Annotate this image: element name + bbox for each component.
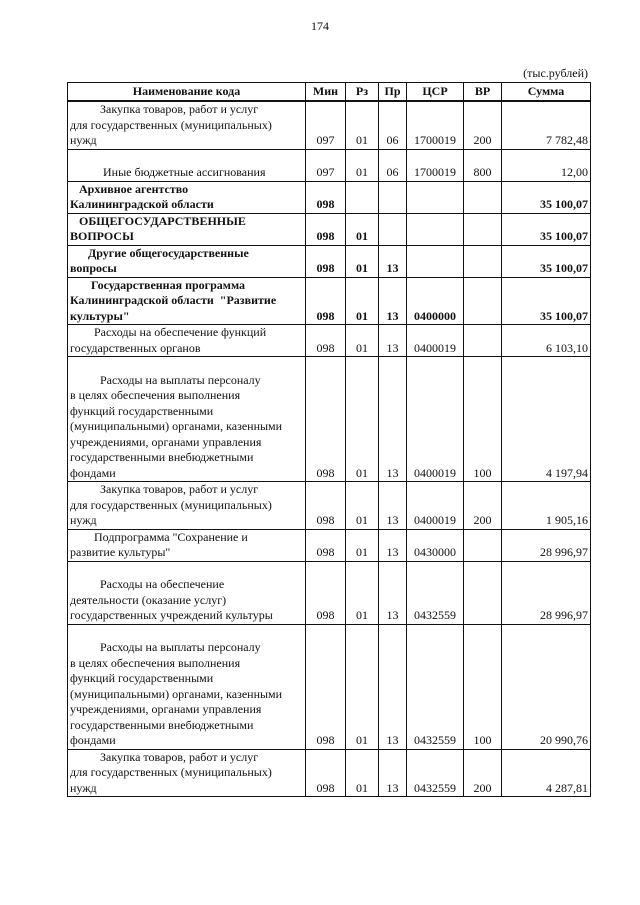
- cell-vr: [464, 277, 502, 325]
- cell-name: Подпрограмма "Сохранение и развитие культуры": [68, 529, 306, 561]
- cell-csr: 0432559: [407, 561, 464, 624]
- table-row: [68, 529, 591, 561]
- cell-csr: 1700019: [407, 149, 464, 181]
- cell-min: 098: [306, 245, 346, 277]
- cell-rz: 01: [346, 101, 379, 149]
- header-name: Наименование кода: [68, 83, 306, 102]
- page-number: 174: [311, 19, 329, 33]
- cell-rz: [346, 181, 379, 213]
- cell-name: ОБЩЕГОСУДАРСТВЕННЫЕ ВОПРОСЫ: [68, 213, 306, 245]
- cell-name: Расходы на выплаты персоналу в целях обеспечения выполнения функций государственными (муниципальными) органами, казенными учреждениями, органами управления государственными внебюджетными фондами: [68, 624, 306, 749]
- cell-min: 098: [306, 529, 346, 561]
- cell-name: Расходы на выплаты персоналу в целях обеспечения выполнения функций государственными (муниципальными) органами, казенными учреждениями, органами управления государственными внебюджетными фондами: [68, 357, 306, 482]
- header-min: Мин: [306, 83, 346, 102]
- cell-name: Закупка товаров, работ и услуг для государственных (муниципальных) нужд: [68, 749, 306, 797]
- cell-min: 097: [306, 149, 346, 181]
- cell-pr: 13: [379, 749, 407, 797]
- cell-sum: 35 100,07: [502, 277, 591, 325]
- cell-vr: [464, 181, 502, 213]
- cell-sum: 1 905,16: [502, 482, 591, 530]
- cell-min: 098: [306, 749, 346, 797]
- cell-sum: 4 287,81: [502, 749, 591, 797]
- cell-pr: 13: [379, 325, 407, 357]
- cell-name: Закупка товаров, работ и услуг для государственных (муниципальных) нужд: [68, 482, 306, 530]
- cell-rz: 01: [346, 245, 379, 277]
- header-csr: ЦСР: [407, 83, 464, 102]
- table-row: [68, 213, 591, 245]
- table-row: [68, 561, 591, 624]
- cell-vr: [464, 561, 502, 624]
- cell-pr: 13: [379, 482, 407, 530]
- cell-rz: 01: [346, 749, 379, 797]
- cell-vr: [464, 325, 502, 357]
- cell-vr: [464, 245, 502, 277]
- cell-sum: 35 100,07: [502, 245, 591, 277]
- table-row: [68, 357, 591, 482]
- cell-name: Иные бюджетные ассигнования: [68, 149, 306, 181]
- cell-sum: 28 996,97: [502, 529, 591, 561]
- table-row: [68, 624, 591, 749]
- cell-min: 098: [306, 357, 346, 482]
- cell-name: Архивное агентство Калининградской области: [68, 181, 306, 213]
- table-row: [68, 245, 591, 277]
- cell-csr: 0400019: [407, 357, 464, 482]
- cell-sum: 12,00: [502, 149, 591, 181]
- cell-sum: 20 990,76: [502, 624, 591, 749]
- cell-min: 098: [306, 181, 346, 213]
- cell-name: Другие общегосударственные вопросы: [68, 245, 306, 277]
- cell-pr: 13: [379, 357, 407, 482]
- table-row: [68, 749, 591, 797]
- header-rz: Рз: [346, 83, 379, 102]
- cell-min: 098: [306, 561, 346, 624]
- cell-csr: [407, 245, 464, 277]
- cell-min: 098: [306, 482, 346, 530]
- cell-sum: 35 100,07: [502, 181, 591, 213]
- cell-csr: 0400019: [407, 325, 464, 357]
- cell-sum: 7 782,48: [502, 101, 591, 149]
- cell-csr: 0400000: [407, 277, 464, 325]
- cell-csr: [407, 181, 464, 213]
- cell-rz: 01: [346, 149, 379, 181]
- table-row: [68, 277, 591, 325]
- cell-vr: 200: [464, 101, 502, 149]
- cell-vr: [464, 529, 502, 561]
- cell-csr: 0430000: [407, 529, 464, 561]
- cell-pr: 06: [379, 149, 407, 181]
- cell-min: 098: [306, 213, 346, 245]
- cell-min: 098: [306, 325, 346, 357]
- cell-sum: 28 996,97: [502, 561, 591, 624]
- cell-pr: [379, 213, 407, 245]
- budget-table: [67, 82, 591, 797]
- cell-pr: 13: [379, 561, 407, 624]
- cell-name: Расходы на обеспечение деятельности (оказание услуг) государственных учреждений культуры: [68, 561, 306, 624]
- cell-csr: 0400019: [407, 482, 464, 530]
- header-pr: Пр: [379, 83, 407, 102]
- cell-rz: 01: [346, 561, 379, 624]
- cell-vr: 200: [464, 482, 502, 530]
- cell-csr: 1700019: [407, 101, 464, 149]
- cell-vr: [464, 213, 502, 245]
- table-header-row: [68, 83, 591, 102]
- cell-name: Закупка товаров, работ и услуг для государственных (муниципальных) нужд: [68, 101, 306, 149]
- table-row: [68, 101, 591, 149]
- cell-rz: 01: [346, 325, 379, 357]
- cell-pr: 06: [379, 101, 407, 149]
- cell-pr: 13: [379, 277, 407, 325]
- cell-rz: 01: [346, 277, 379, 325]
- cell-pr: 13: [379, 529, 407, 561]
- cell-name: Расходы на обеспечение функций государственных органов: [68, 325, 306, 357]
- table-row: [68, 482, 591, 530]
- table-row: [68, 325, 591, 357]
- cell-vr: 200: [464, 749, 502, 797]
- cell-vr: 100: [464, 357, 502, 482]
- cell-rz: 01: [346, 213, 379, 245]
- units-label: (тыс.рублей): [523, 66, 588, 80]
- cell-rz: 01: [346, 529, 379, 561]
- cell-pr: 13: [379, 624, 407, 749]
- cell-sum: 35 100,07: [502, 213, 591, 245]
- cell-min: 098: [306, 277, 346, 325]
- header-vr: ВР: [464, 83, 502, 102]
- header-sum: Сумма: [502, 83, 591, 102]
- table-row: [68, 181, 591, 213]
- cell-csr: 0432559: [407, 624, 464, 749]
- table-row: [68, 149, 591, 181]
- cell-vr: 100: [464, 624, 502, 749]
- cell-min: 098: [306, 624, 346, 749]
- cell-sum: 6 103,10: [502, 325, 591, 357]
- cell-rz: 01: [346, 624, 379, 749]
- cell-csr: 0432559: [407, 749, 464, 797]
- cell-sum: 4 197,94: [502, 357, 591, 482]
- cell-min: 097: [306, 101, 346, 149]
- cell-name: Государственная программа Калининградской области "Развитие культуры": [68, 277, 306, 325]
- cell-csr: [407, 213, 464, 245]
- cell-rz: 01: [346, 482, 379, 530]
- cell-rz: 01: [346, 357, 379, 482]
- cell-pr: [379, 181, 407, 213]
- cell-pr: 13: [379, 245, 407, 277]
- cell-vr: 800: [464, 149, 502, 181]
